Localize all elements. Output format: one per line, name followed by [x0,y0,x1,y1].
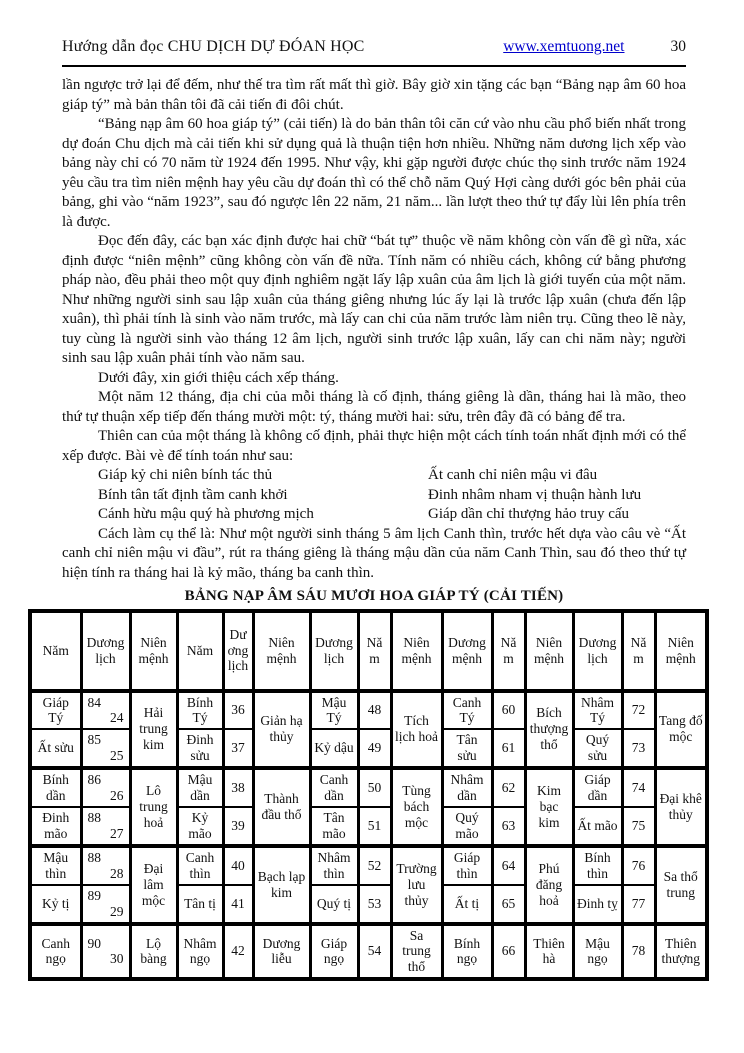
year-name-cell: Tân sửu [442,729,492,768]
column-header: Năm [30,611,81,691]
solar-year-cell: 52 [358,846,391,885]
solar-year-bottom: 28 [110,865,124,881]
nien-menh-cell: Phú đăng hoả [525,846,573,924]
solar-year-bottom: 30 [110,951,124,967]
page-header [62,38,686,56]
nap-am-table [28,609,709,982]
column-header: Năm [358,611,391,691]
year-name-cell: Canh thìn [177,846,223,885]
nien-menh-cell: Giản hạ thủy [253,691,310,769]
solar-year-cell: 48 [358,691,391,730]
year-name-cell: Đinh tỵ [573,885,622,924]
column-header: Dương lịch [81,611,130,691]
solar-year-cell [81,807,130,846]
paragraph: Thiên can của một tháng là không cố định, phải thực hiện một cách tính toán nhất định mới có thể xếp được. Bài vè để tính toán như sau: [62,428,686,464]
year-name-cell: Ất tị [442,885,492,924]
solar-year-cell: 38 [223,768,253,807]
year-name-cell: Bính thìn [573,846,622,885]
solar-year-cell: 36 [223,691,253,730]
table-row [30,768,707,807]
solar-year-cell: 60 [492,691,525,730]
nien-menh-cell: Trường lưu thủy [391,846,442,924]
page-number: 30 [670,38,686,55]
year-name-cell: Giáp dần [573,768,622,807]
year-name-cell: Giáp thìn [442,846,492,885]
nien-menh-cell: Bích thượng thổ [525,691,573,769]
solar-year-cell: 53 [358,885,391,924]
year-name-cell: Canh dần [310,768,358,807]
solar-year-cell: 40 [223,846,253,885]
solar-year-bottom: 27 [110,825,124,841]
solar-year-cell [81,691,130,730]
solar-year-top: 89 [87,887,101,903]
year-name-cell: Tân mão [310,807,358,846]
verse-line: Bính tân tất định tầm canh khởi [98,486,288,503]
paragraph: Dưới đây, xin giới thiệu cách xếp tháng. [98,369,339,386]
solar-year-cell [81,885,130,924]
solar-year-cell [81,729,130,768]
column-header: Niên mệnh [253,611,310,691]
solar-year-top: 86 [87,772,101,788]
solar-year-top: 88 [87,810,101,826]
nien-menh-cell: Tùng bách mộc [391,768,442,846]
solar-year-cell: 65 [492,885,525,924]
solar-year-cell: 37 [223,729,253,768]
year-name-cell: Bính Tý [177,691,223,730]
solar-year-bottom: 26 [110,788,124,804]
year-name-cell: Quý tị [310,885,358,924]
solar-year-cell: 74 [622,768,655,807]
solar-year-bottom: 25 [110,748,124,764]
document-body [37,76,703,981]
year-name-cell: Quý mão [442,807,492,846]
year-name-cell: Tân tị [177,885,223,924]
nien-menh-cell: Sa trung thổ [391,924,442,980]
solar-year-top: 85 [87,732,101,748]
nien-menh-cell: Lô trung hoả [130,768,177,846]
year-name-cell: Kỷ mão [177,807,223,846]
year-name-cell: Bính dần [30,768,81,807]
header-divider [62,65,686,67]
solar-year-cell: 72 [622,691,655,730]
verse-row [98,486,686,506]
solar-year-top: 90 [87,935,101,951]
verse-line: Cánh hừu mậu quý hà phương mịch [98,506,314,522]
solar-year-cell: 39 [223,807,253,846]
solar-year-top: 88 [87,849,101,865]
solar-year-cell [81,768,130,807]
paragraph: Cách làm cụ thể là: Như một người sinh tháng 5 âm lịch Canh thìn, trước hết dựa vào câu vè “Ất canh chỉ niên mậu vi đầu”, rút ra tháng giêng là tháng mậu dần của năm Canh Thìn, sau đó theo thứ tự hiện tính ra tháng hai là kỷ mão, tháng ba canh thìn. [62,525,686,581]
year-name-cell: Bính ngọ [442,924,492,980]
solar-year-cell: 64 [492,846,525,885]
website-link[interactable]: www.xemtuong.net [503,38,625,55]
year-name-cell: Giáp ngọ [310,924,358,980]
solar-year-cell: 75 [622,807,655,846]
solar-year-cell: 54 [358,924,391,980]
nien-menh-cell: Lộ bàng [130,924,177,980]
column-header: Dương lịch [310,611,358,691]
nien-menh-cell: Sa thổ trung [655,846,707,924]
column-header: Dương lịch [573,611,622,691]
year-name-cell: Mậu Tý [310,691,358,730]
solar-year-top: 84 [87,694,101,710]
year-name-cell: Mậu thìn [30,846,81,885]
solar-year-cell: 66 [492,924,525,980]
nien-menh-cell: Thiên hà [525,924,573,980]
solar-year-cell [81,924,130,980]
solar-year-cell: 49 [358,729,391,768]
verse-line: Đinh nhâm nham vị thuận hành lưu [428,486,642,503]
solar-year-cell [81,846,130,885]
verse-block [98,466,686,525]
column-header: Niên mệnh [130,611,177,691]
year-name-cell: Nhâm thìn [310,846,358,885]
year-name-cell: Nhâm ngọ [177,924,223,980]
verse-line: Ất canh chỉ niên mậu vi đâu [428,467,598,483]
paragraph: Một năm 12 tháng, địa chi của mỗi tháng là cố định, tháng giêng là dần, tháng hai là mão, theo thứ tự thuận xếp tiếp đến tháng mười một: tý, tháng mười hai: sửu, trên đây đã có bảng để tra. [62,389,686,425]
verse-line: Giáp dần chỉ thượng hảo truy cấu [428,506,630,522]
table-row [30,924,707,980]
year-name-cell: Đinh sửu [177,729,223,768]
column-header: Niên mệnh [655,611,707,691]
year-name-cell: Kỷ dậu [310,729,358,768]
nien-menh-cell: Kim bạc kim [525,768,573,846]
solar-year-cell: 51 [358,807,391,846]
nien-menh-cell: Bạch lạp kim [253,846,310,924]
solar-year-bottom: 29 [110,903,124,919]
solar-year-cell: 73 [622,729,655,768]
year-name-cell: Quý sửu [573,729,622,768]
column-header: Năm [177,611,223,691]
nien-menh-cell: Đại lâm mộc [130,846,177,924]
solar-year-cell: 63 [492,807,525,846]
nien-menh-cell: Hải trung kim [130,691,177,769]
solar-year-cell: 78 [622,924,655,980]
header-title: Hướng dẫn đọc CHU DỊCH DỰ ĐÓAN HỌC [62,38,365,55]
column-header: Dương lịch [223,611,253,691]
solar-year-cell: 62 [492,768,525,807]
solar-year-cell: 50 [358,768,391,807]
paragraph: Đọc đến đây, các bạn xác định được hai chữ “bát tự” thuộc về năm không còn vấn đề gì nữa, xác định được “niên mệnh” cũng không còn vấn đề nữa. Tính năm có nhiều cách, không cứ bằng phương pháp nào, đều phải theo một quy định nghiêm ngặt lấy lập xuân của âm lịch là giới tuyến của một năm. Như những người sinh sau lập xuân của tháng giêng nhưng lúc ấy lại là trước lập xuân (chưa đến lập xuân), thì phải tính là sinh vào năm trước, mà lấy can chi của năm trước làm niên trụ. Cũng theo lẽ này, tuy cùng là người sinh vào tháng 12 âm lịch, người sinh trước lập xuân, lấy can chi năm này; người sinh sau lập xuân phải tính vào năm sau. [62,233,686,366]
paragraph: lần ngược trở lại để đếm, như thế tra tìm rất mất thì giờ. Bây giờ xin tặng các bạn “Bảng nạp âm 60 hoa giáp tý” mà bản thân tôi đã cải tiến đi đôi chút. [62,77,686,113]
verse-row [98,505,686,525]
verse-line: Giáp kỷ chi niên bính tác thủ [98,467,273,483]
year-name-cell: Ất sửu [30,729,81,768]
solar-year-cell: 41 [223,885,253,924]
column-header: Năm [492,611,525,691]
column-header: Niên mệnh [391,611,442,691]
nien-menh-cell: Tích lịch hoả [391,691,442,769]
solar-year-cell: 76 [622,846,655,885]
nien-menh-cell: Thành đầu thổ [253,768,310,846]
solar-year-cell: 61 [492,729,525,768]
nien-menh-cell: Dương liễu [253,924,310,980]
column-header: Niên mệnh [525,611,573,691]
nien-menh-cell: Đại khê thủy [655,768,707,846]
year-name-cell: Mậu ngọ [573,924,622,980]
year-name-cell: Nhâm Tý [573,691,622,730]
year-name-cell: Canh Tý [442,691,492,730]
table-title: BẢNG NẠP ÂM SÁU MƯƠI HOA GIÁP TÝ (CẢI TIẾN) [184,588,564,604]
paragraph: “Bảng nạp âm 60 hoa giáp tý” (cải tiến) là do bản thân tôi căn cứ vào nhu cầu phổ biến nhất trong dự đoán Chu dịch mà cải tiến khi sử dụng quả là thuận tiện hơn nhiều. Những năm dương lịch xếp vào bảng này chỉ có 70 năm từ 1924 đến 1995. Như vậy, khi gặp người được chúc thọ sinh trước năm 1924 yêu cầu tra tìm niên mệnh hay yêu cầu dự đoán thì có thể chỗ năm Quý Hợi càng dưới góc bên phải của bảng, ghi vào “năm 1923”, sau đó ngược lên 22 năm, 21 năm... lần lượt theo thứ tự đẩy lùi lên phía trên là được. [62,116,686,230]
year-name-cell: Ất mão [573,807,622,846]
verse-row [98,466,686,486]
table-header-row [30,611,707,691]
year-name-cell: Đinh mão [30,807,81,846]
year-name-cell: Canh ngọ [30,924,81,980]
solar-year-cell: 77 [622,885,655,924]
year-name-cell: Nhâm dần [442,768,492,807]
year-name-cell: Mậu dần [177,768,223,807]
solar-year-cell: 42 [223,924,253,980]
solar-year-bottom: 24 [110,710,124,726]
column-header: Dương mệnh [442,611,492,691]
table-row [30,846,707,885]
year-name-cell: Kỷ tị [30,885,81,924]
table-row [30,691,707,730]
column-header: Năm [622,611,655,691]
nien-menh-cell: Thiên thượng [655,924,707,980]
nien-menh-cell: Tang đố mộc [655,691,707,769]
year-name-cell: Giáp Tý [30,691,81,730]
